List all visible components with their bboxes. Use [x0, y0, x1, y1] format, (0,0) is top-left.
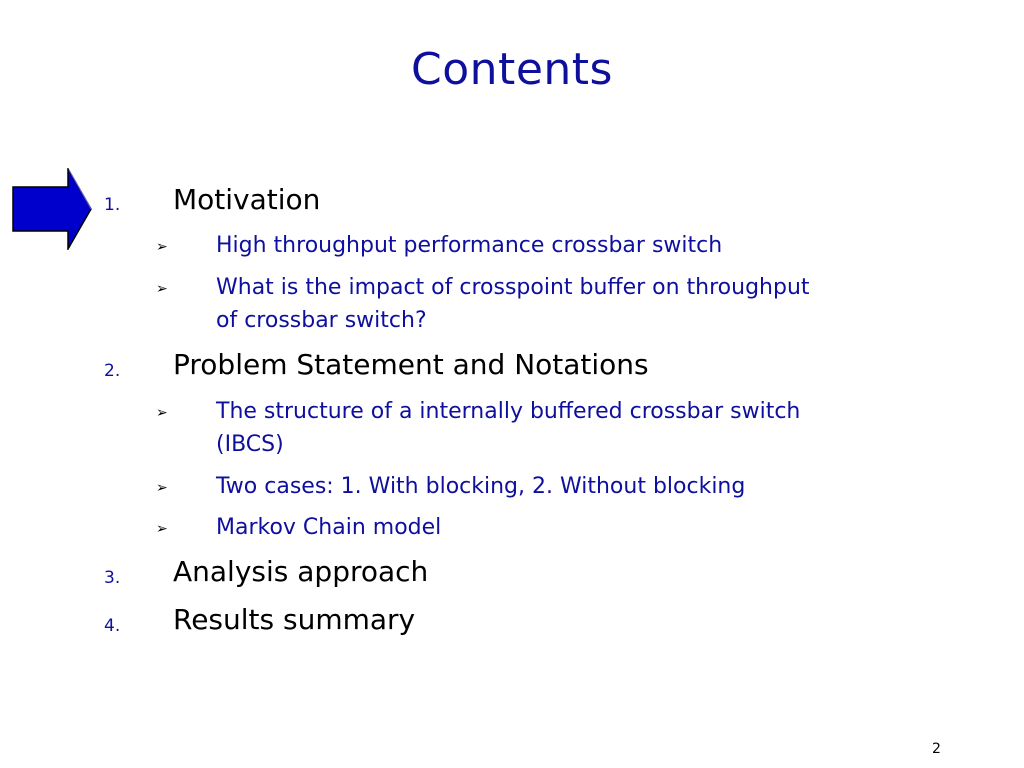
- contents-item-motivation: Motivation: [173, 183, 321, 216]
- subitem-text: The structure of a internally buffered crossbar switch (IBCS): [216, 399, 801, 457]
- item-number: 3.: [104, 568, 121, 588]
- bullet-icon: ➢: [156, 239, 168, 255]
- subitem-text: Markov Chain model: [216, 515, 442, 540]
- bullet-icon: ➢: [156, 521, 168, 537]
- contents-item-problem-statement: Problem Statement and Notations: [173, 348, 649, 381]
- arrow-right-icon: [12, 168, 92, 250]
- bullet-icon: ➢: [156, 480, 168, 496]
- subitem-text: High throughput performance crossbar switch: [216, 233, 723, 258]
- slide-title: Contents: [411, 44, 613, 95]
- item-number: 1.: [104, 195, 121, 215]
- item-number: 4.: [104, 616, 121, 636]
- bullet-icon: ➢: [156, 405, 168, 421]
- page-number: 2: [932, 741, 941, 757]
- subitem-text: What is the impact of crosspoint buffer on throughput of crossbar switch?: [216, 275, 810, 333]
- subitem-text: Two cases: 1. With blocking, 2. Without blocking: [216, 474, 746, 499]
- item-number: 2.: [104, 361, 121, 381]
- contents-item-analysis-approach: Analysis approach: [173, 555, 429, 588]
- contents-item-results-summary: Results summary: [173, 603, 416, 636]
- bullet-icon: ➢: [156, 281, 168, 297]
